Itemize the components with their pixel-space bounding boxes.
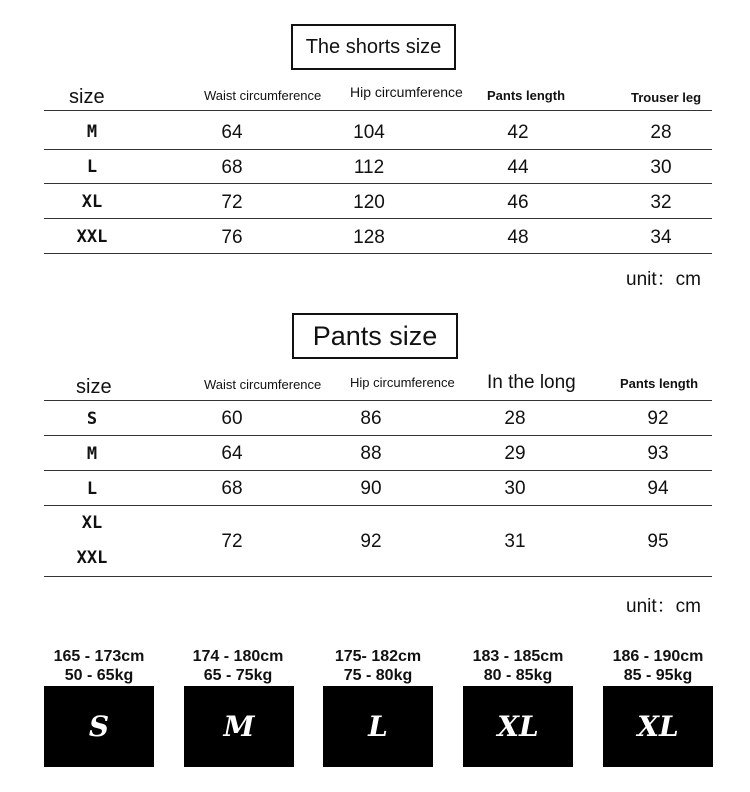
- shorts-header-trouser-leg: Trouser leg: [631, 90, 702, 105]
- pants-divider: [44, 400, 712, 401]
- pants-header-pants-length: Pants length: [620, 376, 699, 391]
- trouser-leg-cell: 30: [650, 157, 672, 178]
- waist-cell: 76: [221, 227, 243, 248]
- size-badge: XL: [603, 686, 713, 767]
- pants-length-cell: 95: [647, 531, 669, 552]
- weight-range: 50 - 65kg: [64, 667, 134, 684]
- shorts-unit-label: unit：cm: [626, 269, 701, 290]
- pants-divider: [44, 470, 712, 471]
- waist-cell: 60: [221, 408, 243, 429]
- waist-cell: 64: [221, 122, 243, 143]
- size-cell: L: [86, 157, 98, 177]
- hip-cell: 92: [360, 531, 382, 552]
- pants-length-cell: 93: [647, 443, 669, 464]
- shorts-header-hip: Hip circumference: [350, 84, 463, 100]
- shorts-divider: [44, 183, 712, 184]
- waist-cell: 68: [221, 478, 243, 499]
- pants-header-size: size: [76, 376, 112, 398]
- hip-cell: 120: [353, 192, 385, 213]
- size-cell: XXL: [76, 548, 108, 568]
- pants-length-cell: 44: [507, 157, 529, 178]
- height-range: 186 - 190cm: [612, 648, 704, 665]
- size-cell: XL: [81, 513, 103, 533]
- shorts-divider: [44, 110, 712, 111]
- pants-divider: [44, 576, 712, 577]
- weight-range: 75 - 80kg: [343, 667, 413, 684]
- size-cell: L: [86, 479, 98, 499]
- size-cell: XL: [81, 192, 103, 212]
- pants-length-cell: 46: [507, 192, 529, 213]
- waist-cell: 72: [221, 531, 243, 552]
- hip-cell: 90: [360, 478, 382, 499]
- waist-cell: 68: [221, 157, 243, 178]
- pants-header-waist: Waist circumference: [204, 377, 322, 392]
- trouser-leg-cell: 34: [650, 227, 672, 248]
- weight-range: 85 - 95kg: [623, 667, 693, 684]
- pants-length-cell: 94: [647, 478, 669, 499]
- trouser-leg-cell: 28: [650, 122, 672, 143]
- shorts-header-size: size: [69, 86, 105, 108]
- shorts-header-pants-length: Pants length: [487, 88, 566, 103]
- height-range: 183 - 185cm: [472, 648, 564, 665]
- hip-cell: 104: [353, 122, 385, 143]
- size-cell: M: [86, 444, 98, 464]
- height-range: 175- 182cm: [334, 648, 422, 665]
- hip-cell: 88: [360, 443, 382, 464]
- shorts-title: The shorts size: [291, 24, 456, 70]
- pants-unit-label: unit：cm: [626, 596, 701, 617]
- weight-range: 65 - 75kg: [203, 667, 273, 684]
- size-cell: S: [86, 409, 98, 429]
- size-badge: L: [323, 686, 433, 767]
- in-the-long-cell: 30: [504, 478, 526, 499]
- shorts-divider: [44, 149, 712, 150]
- hip-cell: 112: [353, 157, 385, 178]
- waist-cell: 72: [221, 192, 243, 213]
- hip-cell: 86: [360, 408, 382, 429]
- weight-range: 80 - 85kg: [483, 667, 553, 684]
- height-range: 174 - 180cm: [192, 648, 284, 665]
- size-badge: M: [184, 686, 294, 767]
- hip-cell: 128: [353, 227, 385, 248]
- pants-length-cell: 42: [507, 122, 529, 143]
- shorts-header-waist: Waist circumference: [204, 88, 322, 103]
- in-the-long-cell: 29: [504, 443, 526, 464]
- size-cell: M: [86, 122, 98, 142]
- shorts-divider: [44, 253, 712, 254]
- trouser-leg-cell: 32: [650, 192, 672, 213]
- pants-divider: [44, 505, 712, 506]
- pants-length-cell: 92: [647, 408, 669, 429]
- waist-cell: 64: [221, 443, 243, 464]
- pants-length-cell: 48: [507, 227, 529, 248]
- shorts-divider: [44, 218, 712, 219]
- size-badge: XL: [463, 686, 573, 767]
- pants-header-hip: Hip circumference: [350, 375, 455, 390]
- in-the-long-cell: 28: [504, 408, 526, 429]
- pants-header-in-the-long: In the long: [487, 372, 576, 393]
- height-range: 165 - 173cm: [53, 648, 145, 665]
- in-the-long-cell: 31: [504, 531, 526, 552]
- pants-title: Pants size: [292, 313, 458, 359]
- size-cell: XXL: [76, 227, 108, 247]
- size-badge: S: [44, 686, 154, 767]
- pants-divider: [44, 435, 712, 436]
